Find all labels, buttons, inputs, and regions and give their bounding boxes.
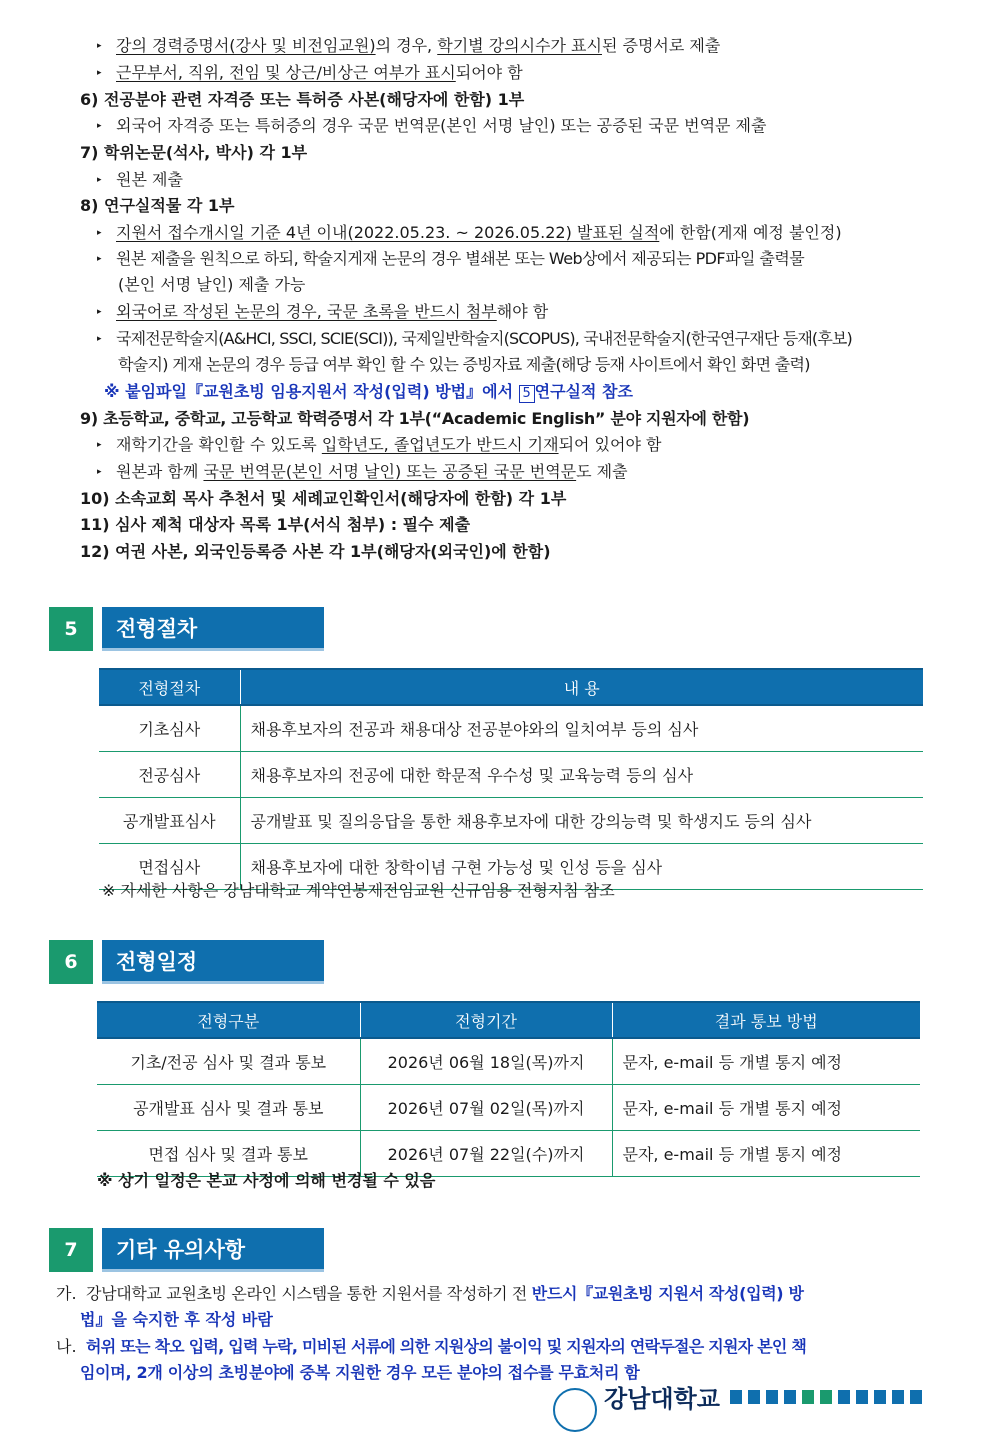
table-cell: 2026년 07월 22일(수)까지 — [360, 1131, 612, 1177]
list-item: 외국어 자격증 또는 특허증의 경우 국문 번역문(본인 서명 날인) 또는 공증된 국문 번역문 제출 — [116, 116, 767, 135]
table-cell: 공개발표 심사 및 결과 통보 — [97, 1085, 360, 1131]
notice-label: 나. — [56, 1337, 77, 1356]
schedule-table — [97, 1001, 920, 1177]
table-cell: 전공심사 — [99, 752, 240, 798]
list-item: 원본 제출을 원칙으로 하되, 학술지게재 논문의 경우 별쇄본 또는 Web상에서 제공되는 PDF파일 출력물 — [116, 249, 805, 268]
table-cell: 공개발표심사 — [99, 798, 240, 844]
section-title: 전형일정 — [102, 940, 324, 984]
table-note: ※ 상기 일정은 본교 사정에 의해 변경될 수 있음 — [97, 1171, 436, 1190]
bullet-icon: ▸ — [97, 467, 102, 477]
list-item: 재학기간을 확인할 수 있도록 입학년도, 졸업년도가 반드시 기재되어 있어야 함 — [116, 435, 662, 454]
item-heading: 9) 초등학교, 중학교, 고등학교 학력증명서 각 1부(“Academic English” 분야 지원자에 한함) — [80, 409, 750, 428]
item-heading: 11) 심사 제척 대상자 목록 1부(서식 첨부) : 필수 제출 — [80, 515, 471, 534]
bullet-icon: ▸ — [97, 175, 102, 185]
table-cell: 면접심사 — [99, 844, 240, 890]
bullet-icon: ▸ — [97, 254, 102, 264]
university-seal-icon — [553, 1388, 597, 1432]
list-item: 국제전문학술지(A&HCI, SSCI, SCIE(SCI)), 국제일반학술지(SCOPUS), 국내전문학술지(한국연구재단 등재(후보) — [116, 329, 852, 348]
bullet-icon: ▸ — [97, 121, 102, 131]
bullet-icon: ▸ — [97, 307, 102, 317]
procedure-table — [99, 668, 923, 890]
table-row — [97, 1131, 920, 1177]
section-number: 5 — [49, 607, 93, 651]
column-header: 내 용 — [240, 669, 923, 705]
column-header: 전형절차 — [99, 669, 240, 705]
list-item: 근무부서, 직위, 전임 및 상근/비상근 여부가 표시되어야 함 — [116, 63, 523, 82]
table-cell: 채용후보자의 전공에 대한 학문적 우수성 및 교육능력 등의 심사 — [240, 752, 923, 798]
table-cell: 문자, e-mail 등 개별 통지 예정 — [612, 1131, 920, 1177]
column-header: 전형기간 — [360, 1002, 612, 1038]
table-cell: 문자, e-mail 등 개별 통지 예정 — [612, 1085, 920, 1131]
notice-item: 강남대학교 교원초빙 온라인 시스템을 통한 지원서를 작성하기 전 반드시『교원초빙 지원서 작성(입력) 방 — [86, 1284, 804, 1303]
bullet-icon: ▸ — [97, 68, 102, 78]
section-title: 전형절차 — [102, 607, 324, 651]
table-cell: 문자, e-mail 등 개별 통지 예정 — [612, 1038, 920, 1085]
table-cell: 기초/전공 심사 및 결과 통보 — [97, 1038, 360, 1085]
item-heading: 10) 소속교회 목사 추천서 및 세례교인확인서(해당자에 한함) 각 1부 — [80, 489, 567, 508]
list-item-cont: 학술지) 게재 논문의 경우 등급 여부 확인 할 수 있는 증빙자료 제출(해당 등재 사이트에서 확인 화면 출력) — [118, 355, 810, 374]
table-cell: 2026년 06월 18일(목)까지 — [360, 1038, 612, 1085]
list-item: 외국어로 작성된 논문의 경우, 국문 초록을 반드시 첨부해야 함 — [116, 302, 549, 321]
logo-stripe — [730, 1389, 945, 1403]
table-row — [99, 705, 923, 752]
table-header-row — [97, 1002, 920, 1038]
table-row — [97, 1038, 920, 1085]
notice-label: 가. — [56, 1284, 77, 1303]
section-title: 기타 유의사항 — [102, 1228, 324, 1272]
column-header: 전형구분 — [97, 1002, 360, 1038]
notice-item-cont: 임이며, 2개 이상의 초빙분야에 중복 지원한 경우 모든 분야의 접수를 무효처리 함 — [80, 1363, 640, 1382]
bullet-icon: ▸ — [97, 440, 102, 450]
table-cell: 채용후보자에 대한 창학이념 구현 가능성 및 인성 등을 심사 — [240, 844, 923, 890]
reference-note: ※ 붙임파일『교원초빙 임용지원서 작성(입력) 방법』에서 5 연구실적 참조 — [104, 382, 633, 401]
list-item: 강의 경력증명서(강사 및 비전임교원)의 경우, 학기별 강의시수가 표시된 증명서로 제출 — [116, 36, 721, 55]
section-number: 6 — [49, 940, 93, 984]
table-header-row — [99, 669, 923, 705]
table-row — [97, 1085, 920, 1131]
table-row — [99, 752, 923, 798]
notice-item-cont: 법』을 숙지한 후 작성 바람 — [80, 1310, 273, 1329]
table-cell: 채용후보자의 전공과 채용대상 전공분야와의 일치여부 등의 심사 — [240, 705, 923, 752]
table-cell: 2026년 07월 02일(목)까지 — [360, 1085, 612, 1131]
bullet-icon: ▸ — [97, 334, 102, 344]
item-heading: 8) 연구실적물 각 1부 — [80, 196, 235, 215]
item-heading: 6) 전공분야 관련 자격증 또는 특허증 사본(해당자에 한함) 1부 — [80, 90, 525, 109]
box-number: 5 — [519, 385, 535, 403]
section-number: 7 — [49, 1228, 93, 1272]
bullet-icon: ▸ — [97, 41, 102, 51]
university-logo-text: 강남대학교 — [604, 1385, 720, 1413]
notice-item: 허위 또는 착오 입력, 입력 누락, 미비된 서류에 의한 지원상의 불이익 및 지원자의 연락두절은 지원자 본인 책 — [86, 1337, 807, 1356]
list-item: 원본 제출 — [116, 170, 183, 189]
bullet-icon: ▸ — [97, 228, 102, 238]
table-cell: 공개발표 및 질의응답을 통한 채용후보자에 대한 강의능력 및 학생지도 등의 심사 — [240, 798, 923, 844]
table-cell: 기초심사 — [99, 705, 240, 752]
column-header: 결과 통보 방법 — [612, 1002, 920, 1038]
item-heading: 12) 여권 사본, 외국인등록증 사본 각 1부(해당자(외국인)에 한함) — [80, 542, 551, 561]
list-item-cont: (본인 서명 날인) 제출 가능 — [118, 275, 306, 294]
table-cell: 면접 심사 및 결과 통보 — [97, 1131, 360, 1177]
list-item: 원본과 함께 국문 번역문(본인 서명 날인) 또는 공증된 국문 번역문도 제출 — [116, 462, 628, 481]
table-note: ※ 자세한 사항은 강남대학교 계약연봉제전임교원 신규임용 전형지침 참조 — [102, 881, 615, 900]
table-row — [99, 798, 923, 844]
item-heading: 7) 학위논문(석사, 박사) 각 1부 — [80, 143, 308, 162]
list-item: 지원서 접수개시일 기준 4년 이내(2022.05.23. ~ 2026.05.22) 발표된 실적에 한함(게재 예정 불인정) — [116, 223, 842, 242]
